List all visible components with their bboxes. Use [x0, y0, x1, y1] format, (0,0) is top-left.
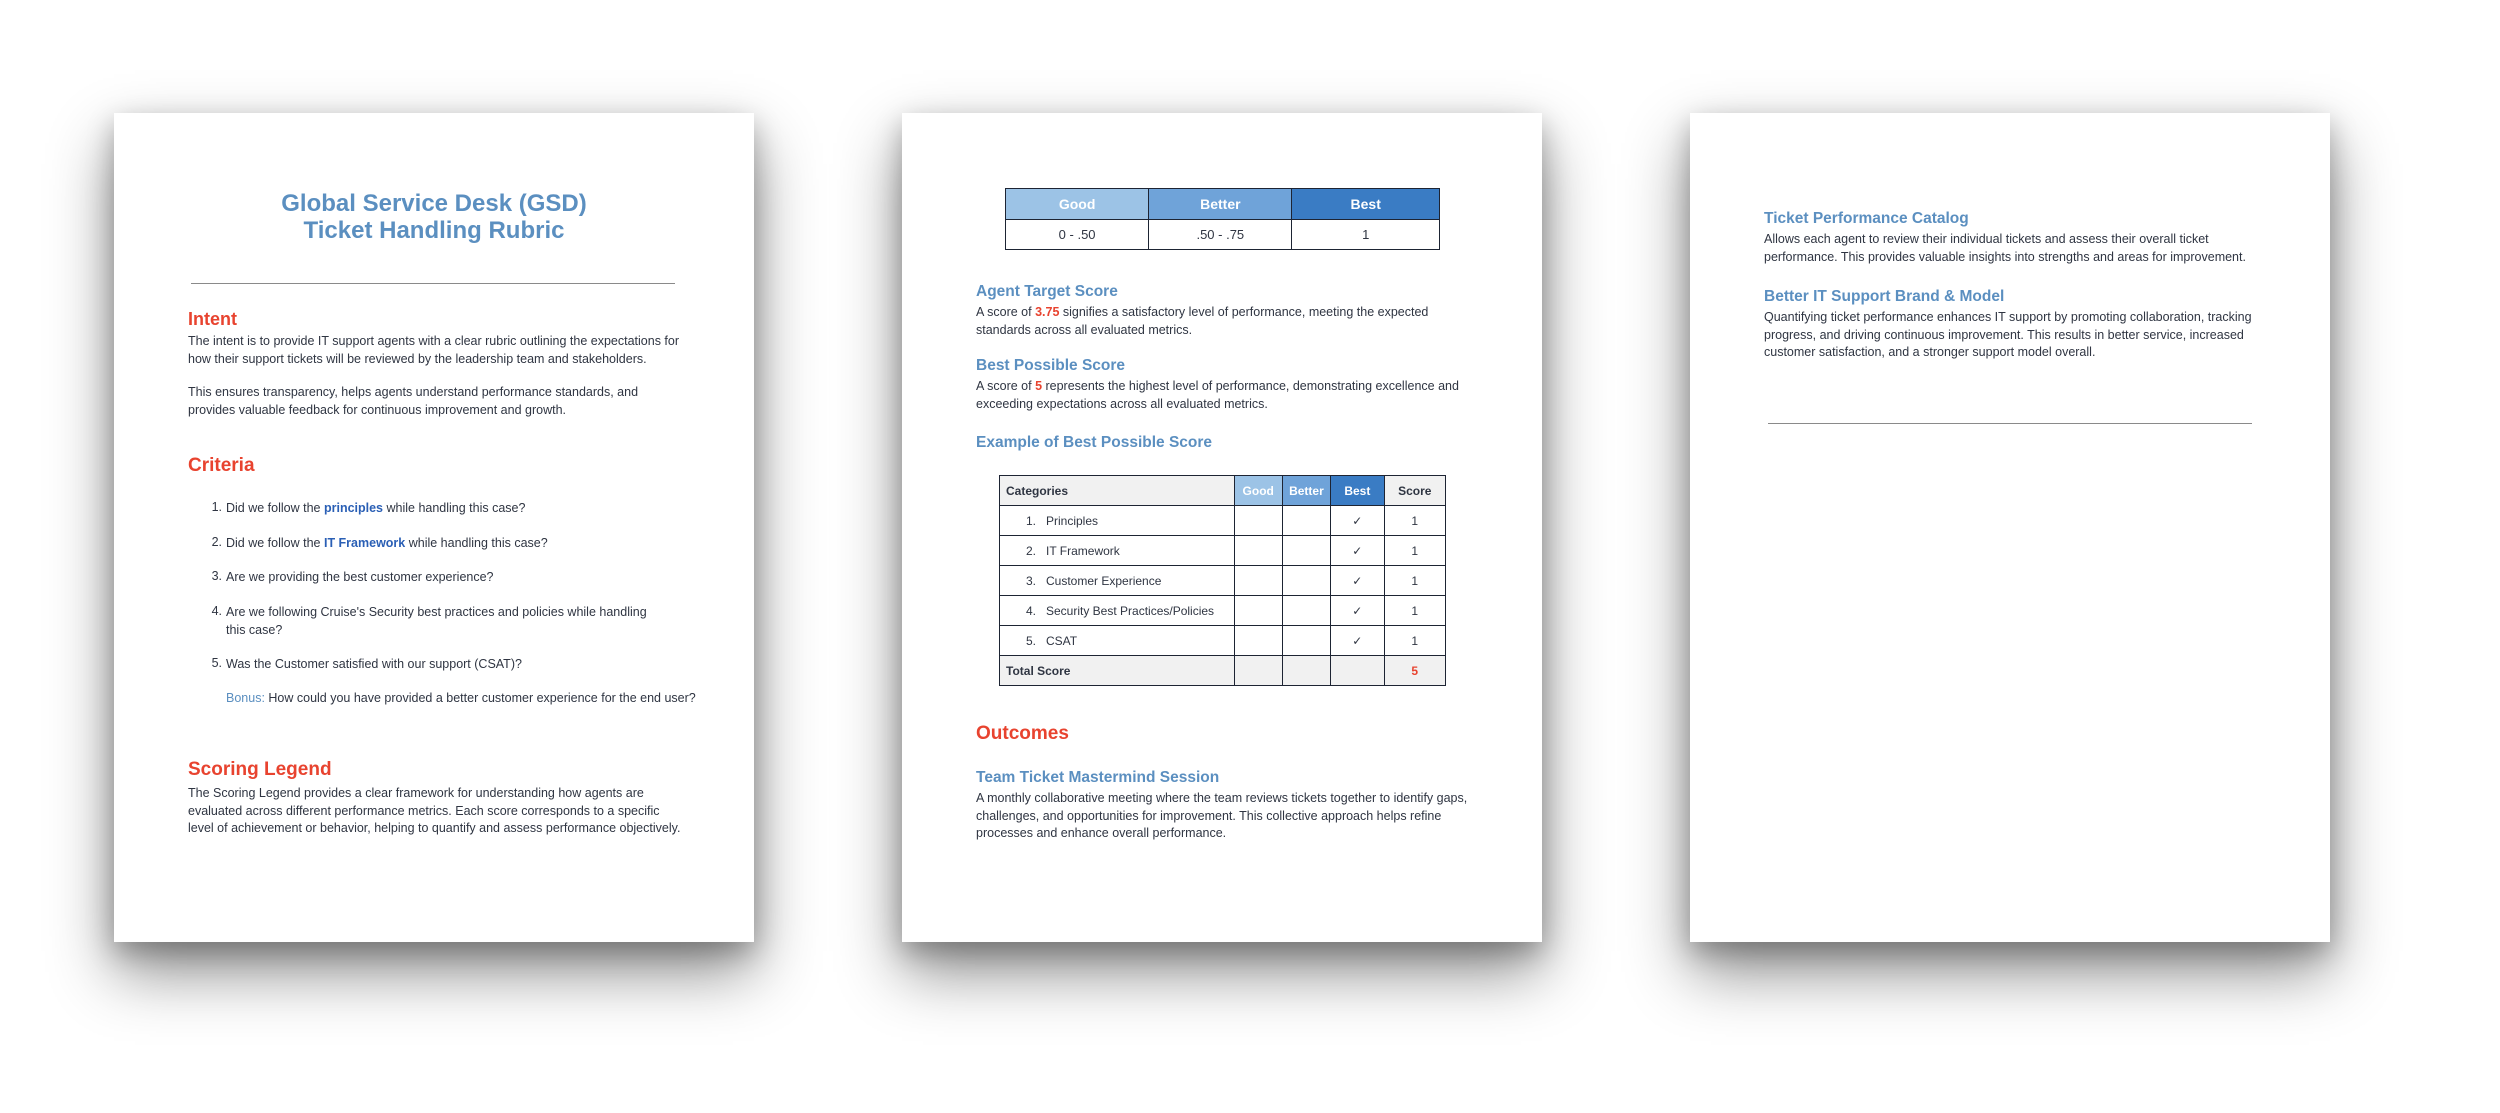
good-cell — [1234, 536, 1282, 566]
category-cell — [1000, 596, 1235, 626]
criteria-item: Was the Customer satisfied with our support (CSAT)? — [226, 657, 522, 671]
category-name: Security Best Practices/Policies — [1046, 603, 1215, 618]
scoring-legend-table — [1005, 188, 1440, 250]
legend-value-better: .50 - .75 — [1149, 220, 1292, 250]
intent-heading: Intent — [188, 309, 237, 329]
legend-value-best: 1 — [1292, 220, 1440, 250]
header-better: Better — [1282, 476, 1330, 506]
it-framework-link[interactable]: IT Framework — [323, 536, 406, 550]
paragraph-text: signifies a satisfactory level of performance, meeting the expected standards across all evaluated metrics. — [976, 305, 1429, 337]
table-row — [1000, 536, 1446, 566]
score-cell: 1 — [1384, 596, 1445, 626]
better-cell — [1282, 506, 1330, 536]
paragraph-text: represents the highest level of performance, demonstrating excellence and exceeding expectations across all evaluated metrics. — [976, 379, 1459, 411]
title-divider — [191, 283, 675, 284]
header-score: Score — [1384, 476, 1445, 506]
header-good: Good — [1234, 476, 1282, 506]
header-categories: Categories — [1000, 476, 1235, 506]
title-line-2: Ticket Handling Rubric — [303, 217, 565, 244]
scoring-legend-heading: Scoring Legend — [188, 759, 332, 780]
check-icon: ✓ — [1331, 626, 1384, 656]
good-cell — [1234, 566, 1282, 596]
catalog-heading: Ticket Performance Catalog — [1764, 210, 1969, 227]
category-name: Customer Experience — [1046, 573, 1162, 588]
check-icon: ✓ — [1331, 596, 1384, 626]
example-heading: Example of Best Possible Score — [976, 434, 1213, 451]
best-possible-paragraph — [976, 378, 1466, 413]
bonus-item — [226, 690, 706, 708]
bonus-label: Bonus: — [226, 691, 265, 705]
criteria-text: while handling this case? — [383, 501, 526, 515]
better-cell — [1282, 536, 1330, 566]
agent-target-heading: Agent Target Score — [976, 283, 1118, 300]
criteria-item: Are we following Cruise's Security best practices and policies while handling this case? — [226, 605, 647, 637]
document-page-1 — [114, 113, 754, 942]
brand-heading: Better IT Support Brand & Model — [1764, 288, 2005, 305]
criteria-item — [226, 535, 676, 553]
row-number: 4. — [1025, 603, 1036, 618]
brand-paragraph: Quantifying ticket performance enhances IT support by promoting collaboration, tracking progress, and driving continuous improvement. This results in better service, increased customer satisfaction, and a stronger support model overall. — [1764, 310, 2252, 359]
table-row — [1000, 566, 1446, 596]
document-title — [114, 190, 754, 244]
table-row — [1000, 506, 1446, 536]
section-divider — [1768, 423, 2252, 424]
category-cell — [1000, 536, 1235, 566]
document-page-2 — [902, 113, 1542, 942]
criteria-text: Did we follow the — [226, 536, 324, 550]
scoring-legend-paragraph: The Scoring Legend provides a clear framework for understanding how agents are evaluated across different performance metrics. Each score corresponds to a specific level of achievement or behavior, helping to quantify and assess performance objectively. — [188, 786, 681, 835]
catalog-paragraph: Allows each agent to review their individual tickets and assess their overall ticket performance. This provides valuable insights into strengths and areas for improvement. — [1764, 232, 2246, 264]
criteria-number: 3. — [211, 569, 222, 583]
better-cell — [1282, 596, 1330, 626]
criteria-number: 1. — [211, 500, 222, 514]
good-cell — [1234, 596, 1282, 626]
criteria-item: Are we providing the best customer experience? — [226, 570, 494, 584]
agent-target-value: 3.75 — [1035, 305, 1060, 319]
legend-value-good: 0 - .50 — [1006, 220, 1149, 250]
best-possible-heading: Best Possible Score — [976, 357, 1126, 374]
criteria-text: Did we follow the — [226, 501, 324, 515]
row-number: 2. — [1025, 543, 1036, 558]
category-cell — [1000, 626, 1235, 656]
principles-link[interactable]: principles — [323, 501, 384, 515]
title-line-1: Global Service Desk (GSD) — [281, 190, 587, 217]
better-cell — [1282, 656, 1330, 686]
example-score-table — [999, 475, 1446, 686]
check-icon: ✓ — [1331, 566, 1384, 596]
good-cell — [1234, 656, 1282, 686]
paragraph-text: A score of — [976, 379, 1036, 393]
example-header-row — [1000, 476, 1446, 506]
score-cell: 1 — [1384, 626, 1445, 656]
legend-header-best: Best — [1292, 189, 1440, 220]
category-cell — [1000, 506, 1235, 536]
criteria-number: 5. — [211, 656, 222, 670]
mastermind-heading: Team Ticket Mastermind Session — [976, 769, 1220, 786]
outcomes-heading: Outcomes — [976, 723, 1069, 744]
row-number: 5. — [1025, 633, 1036, 648]
category-name: IT Framework — [1046, 543, 1120, 558]
legend-header-better: Better — [1149, 189, 1292, 220]
intent-paragraph-1: The intent is to provide IT support agents with a clear rubric outlining the expectations for how their support tickets will be reviewed by the leadership team and stakeholders. — [188, 334, 680, 366]
mastermind-paragraph: A monthly collaborative meeting where the team reviews tickets together to identify gaps, challenges, and opportunities for improvement. This collective approach helps refine processes and enhance overall performance. — [976, 791, 1468, 840]
category-cell — [1000, 566, 1235, 596]
criteria-item — [226, 500, 676, 518]
document-page-3 — [1690, 113, 2330, 942]
paragraph-text: A score of — [976, 305, 1036, 319]
criteria-text: while handling this case? — [405, 536, 548, 550]
total-label: Total Score — [1000, 656, 1235, 686]
best-possible-value: 5 — [1035, 379, 1043, 393]
good-cell — [1234, 626, 1282, 656]
check-icon: ✓ — [1331, 506, 1384, 536]
row-number: 3. — [1025, 573, 1036, 588]
intent-paragraph-2: This ensures transparency, helps agents understand performance standards, and provides valuable feedback for continuous improvement and growth. — [188, 385, 639, 417]
criteria-number: 4. — [211, 604, 222, 618]
score-cell: 1 — [1384, 536, 1445, 566]
criteria-heading: Criteria — [188, 455, 255, 476]
better-cell — [1282, 566, 1330, 596]
header-best: Best — [1331, 476, 1384, 506]
bonus-text: How could you have provided a better customer experience for the end user? — [264, 691, 696, 705]
category-name: CSAT — [1046, 633, 1078, 648]
total-row — [1000, 656, 1446, 686]
total-score: 5 — [1384, 656, 1445, 686]
legend-header-row — [1006, 189, 1440, 220]
score-cell: 1 — [1384, 506, 1445, 536]
legend-header-good: Good — [1006, 189, 1149, 220]
best-cell — [1331, 656, 1384, 686]
legend-value-row — [1006, 220, 1440, 250]
check-icon: ✓ — [1331, 536, 1384, 566]
better-cell — [1282, 626, 1330, 656]
row-number: 1. — [1025, 513, 1036, 528]
table-row — [1000, 626, 1446, 656]
good-cell — [1234, 506, 1282, 536]
table-row — [1000, 596, 1446, 626]
agent-target-paragraph — [976, 304, 1466, 339]
criteria-number: 2. — [211, 535, 222, 549]
score-cell: 1 — [1384, 566, 1445, 596]
category-name: Principles — [1046, 513, 1099, 528]
